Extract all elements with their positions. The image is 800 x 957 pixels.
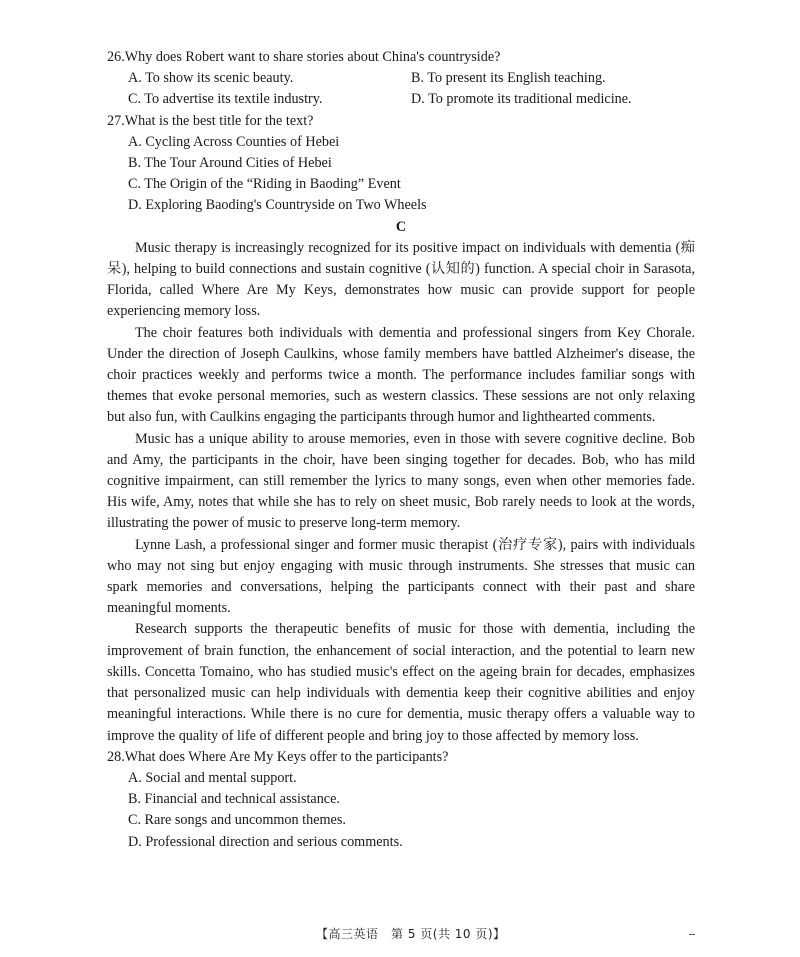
question-text: What does Where Are My Keys offer to the participants? <box>124 748 449 765</box>
option-c: C. The Origin of the “Riding in Baoding” Event <box>128 176 401 193</box>
question-number: 26. <box>107 49 125 65</box>
question-28 <box>107 747 695 768</box>
option-d: D. Exploring Baoding's Countryside on Two Wheels <box>128 197 427 214</box>
option-a: A. To show its scenic beauty. <box>128 70 294 87</box>
option-d: D. To promote its traditional medicine. <box>411 91 632 108</box>
option-b: B. Financial and technical assistance. <box>128 791 340 808</box>
question-text: Why does Robert want to share stories about China's countryside? <box>124 49 501 65</box>
passage-paragraph-1: Music therapy is increasingly recognized for its positive impact on individuals with dementia (痴呆), helping to build connections and sustain cognitive (认知的) function. A special choir in Sarasota, Florida, called Where Are My Keys, demonstrates how music can provide support for people experiencing memory loss. <box>107 239 695 320</box>
option-d: D. Professional direction and serious comments. <box>128 833 403 850</box>
option-b: B. The Tour Around Cities of Hebei <box>128 155 332 172</box>
question-text: What is the best title for the text? <box>124 112 314 129</box>
option-b: B. To present its English teaching. <box>411 70 606 87</box>
option-c: C. To advertise its textile industry. <box>128 91 323 108</box>
question-27 <box>107 111 695 132</box>
passage-paragraph-5: Research supports the therapeutic benefits of music for those with dementia, including the improvement of brain function, the enhancement of social interaction, and the potential to learn new skills. Concetta Tomaino, who has studied music's effect on the ageing brain for decades, emphasizes that personalized music can help individuals with dementia keep their cognitive abilities and enjoy meaningful interactions. While there is no cure for dementia, music therapy offers a valuable way to improve the quality of life of different people and bring joy to those affected by memory loss. <box>107 621 695 744</box>
passage-paragraph-4: Lynne Lash, a professional singer and former music therapist (治疗专家), pairs with individuals who may not sing but enjoy engaging with music through instruments. She stresses that music can spark memories and conversations, helping the participants connect with their past and share meaningful moments. <box>107 536 695 617</box>
reading-passage <box>107 238 695 747</box>
question-number: 28. <box>107 748 125 765</box>
page-footer: 【高三英语 第 5 页(共 10 页)】 <box>316 927 506 941</box>
exam-page <box>107 47 695 853</box>
passage-paragraph-2: The choir features both individuals with dementia and professional singers from Key Chorale. Under the direction of Joseph Caulkins, whose family members have battled Alzheimer's disease, the choir practices weekly and performs twice a month. The performance includes familiar songs with themes that evoke personal memories, such as western classics. These sessions are not only relaxing but also fun, with Caulkins engaging the participants through humor and lighthearted comments. <box>107 324 695 426</box>
option-c: C. Rare songs and uncommon themes. <box>128 812 346 829</box>
question-26-options <box>107 68 695 110</box>
option-a: A. Social and mental support. <box>128 769 297 786</box>
question-26 <box>107 47 695 68</box>
section-heading: C <box>395 218 407 235</box>
option-a: A. Cycling Across Counties of Hebei <box>128 133 340 150</box>
question-number: 27. <box>107 112 125 129</box>
passage-paragraph-3: Music has a unique ability to arouse memories, even in those with severe cognitive decline. Bob and Amy, the participants in the choir, have been singing together for decades. Bob, who has mild cognitive impairment, can still remember the lyrics to many songs, even when other memories fade. His wife, Amy, notes that while she has to rely on sheet music, Bob rarely needs to look at the words, illustrating the power of music to preserve long-term memory. <box>107 430 695 532</box>
footer-mark <box>689 934 695 935</box>
question-28-options <box>107 768 695 853</box>
question-27-options <box>107 132 695 217</box>
